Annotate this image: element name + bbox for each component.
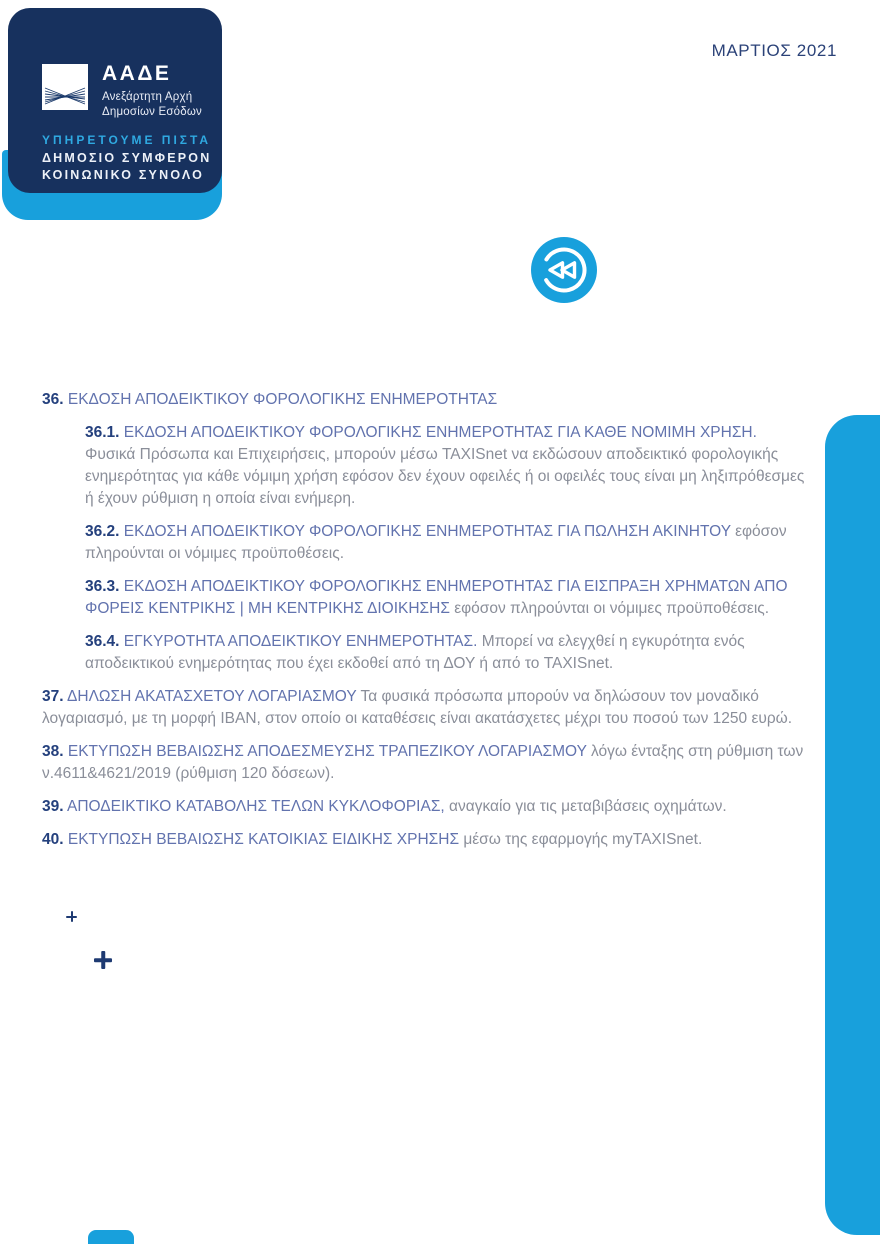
list-item xyxy=(85,521,808,565)
brand-name-line1: Ανεξάρτητη Αρχή xyxy=(102,91,193,103)
list-item xyxy=(42,686,808,730)
item-body: Τα φυσικά πρόσωπα μπορούν να δηλώσουν τον μοναδικό λογαριασμό, με τη μορφή IBAN, στον οποίο οι καταθέσεις είναι ακατάσχετες μέχρι του ποσού των 1250 ευρώ. xyxy=(42,688,793,727)
item-title: ΕΚΤΥΠΩΣΗ ΒΕΒΑΙΩΣΗΣ ΚΑΤΟΙΚΙΑΣ ΕΙΔΙΚΗΣ ΧΡΗΣΗΣ xyxy=(67,831,460,848)
bottom-accent-tab xyxy=(88,1230,134,1244)
date-label: ΜΑΡΤΙΟΣ 2021 xyxy=(711,41,837,60)
brand-acronym: ΑΑΔΕ xyxy=(102,62,172,85)
item-title: ΕΚΔΟΣΗ ΑΠΟΔΕΙΚΤΙΚΟΥ ΦΟΡΟΛΟΓΙΚΗΣ ΕΝΗΜΕΡΟΤΗΤΑΣ xyxy=(67,391,498,408)
item-title: ΕΚΔΟΣΗ ΑΠΟΔΕΙΚΤΙΚΟΥ ΦΟΡΟΛΟΓΙΚΗΣ ΕΝΗΜΕΡΟΤΗΤΑΣ ΓΙΑ ΠΩΛΗΣΗ ΑΚΙΝΗΤΟΥ xyxy=(123,523,731,540)
plus-mark-small-icon xyxy=(66,911,77,922)
items-list xyxy=(42,389,808,862)
brand-name xyxy=(102,90,202,120)
item-title: ΔΗΛΩΣΗ ΑΚΑΤΑΣΧΕΤΟΥ ΛΟΓΑΡΙΑΣΜΟΥ xyxy=(67,688,357,705)
list-item xyxy=(85,576,808,620)
rewind-icon xyxy=(531,237,597,303)
brand-motto-line2: ΔΗΜΟΣΙΟ ΣΥΜΦΕΡΟΝ xyxy=(42,150,212,165)
list-item xyxy=(42,796,808,818)
item-number: 37. xyxy=(42,688,64,705)
brand-motto-line1: ΥΠΗΡΕΤΟΥΜΕ ΠΙΣΤΑ xyxy=(42,133,212,147)
list-item xyxy=(85,422,808,510)
item-number: 36.3. xyxy=(85,578,120,595)
item-title: ΕΚΔΟΣΗ ΑΠΟΔΕΙΚΤΙΚΟΥ ΦΟΡΟΛΟΓΙΚΗΣ ΕΝΗΜΕΡΟΤΗΤΑΣ ΓΙΑ ΕΙΣΠΡΑΞΗ ΧΡΗΜΑΤΩΝ ΑΠΟ ΦΟΡΕΙΣ ΚΕΝΤΡΙΚΗΣ | ΜΗ ΚΕΝΤΡΙΚΗΣ ΔΙΟΙΚΗΣΗΣ xyxy=(85,578,788,617)
brand-name-line2: Δημοσίων Εσόδων xyxy=(102,106,202,118)
item-number: 36. xyxy=(42,391,64,408)
list-item xyxy=(42,829,808,851)
plus-mark-large-icon xyxy=(94,951,112,969)
brand-motto-line3: ΚΟΙΝΩΝΙΚΟ ΣΥΝΟΛΟ xyxy=(42,168,205,182)
brand-card xyxy=(8,8,222,193)
item-body: Μπορεί να ελεγχθεί η εγκυρότητα ενός αποδεικτικού ενημερότητας που έχει εκδοθεί από τη ΔΟΥ ή από το TAXISnet. xyxy=(85,633,745,672)
brand-motto xyxy=(42,132,211,185)
item-title: ΕΚΤΥΠΩΣΗ ΒΕΒΑΙΩΣΗΣ ΑΠΟΔΕΣΜΕΥΣΗΣ ΤΡΑΠΕΖΙΚΟΥ ΛΟΓΑΡΙΑΣΜΟΥ xyxy=(67,743,587,760)
item-title: ΕΚΔΟΣΗ ΑΠΟΔΕΙΚΤΙΚΟΥ ΦΟΡΟΛΟΓΙΚΗΣ ΕΝΗΜΕΡΟΤΗΤΑΣ ΓΙΑ ΚΑΘΕ ΝΟΜΙΜΗ ΧΡΗΣΗ. xyxy=(123,424,757,441)
item-body: Φυσικά Πρόσωπα και Επιχειρήσεις, μπορούν μέσω TAXISnet να εκδώσουν αποδεικτικό φορολογικής ενημερότητας για κάθε νόμιμη χρήση εφόσον δεν έχουν οφειλές ή οι οφειλές τους είναι μη ληξιπρόθεσμες ή έχουν ρύθμιση η οποία είναι ενήμερη. xyxy=(85,446,805,507)
item-body: εφόσον πληρούνται οι νόμιμες προϋποθέσεις. xyxy=(85,523,787,562)
item-body: λόγω ένταξης στη ρύθμιση των ν.4611&4621/2019 (ρύθμιση 120 δόσεων). xyxy=(42,743,804,782)
item-number: 39. xyxy=(42,798,64,815)
item-number: 36.4. xyxy=(85,633,120,650)
list-item xyxy=(42,741,808,785)
item-body: εφόσον πληρούνται οι νόμιμες προϋποθέσεις. xyxy=(454,600,770,617)
item-number: 36.1. xyxy=(85,424,120,441)
item-title: ΕΓΚΥΡΟΤΗΤΑ ΑΠΟΔΕΙΚΤΙΚΟΥ ΕΝΗΜΕΡΟΤΗΤΑΣ. xyxy=(123,633,478,650)
list-item xyxy=(85,631,808,675)
item-number: 38. xyxy=(42,743,64,760)
item-number: 36.2. xyxy=(85,523,120,540)
list-item xyxy=(42,389,808,411)
item-title: ΑΠΟΔΕΙΚΤΙΚΟ ΚΑΤΑΒΟΛΗΣ ΤΕΛΩΝ ΚΥΚΛΟΦΟΡΙΑΣ, xyxy=(67,798,445,815)
item-body: μέσω της εφαρμογής myTAXISnet. xyxy=(463,831,703,848)
side-accent-bar xyxy=(825,415,880,1235)
item-body: αναγκαίο για τις μεταβιβάσεις οχημάτων. xyxy=(449,798,727,815)
item-number: 40. xyxy=(42,831,64,848)
aade-open-book-logo-icon xyxy=(42,64,88,110)
